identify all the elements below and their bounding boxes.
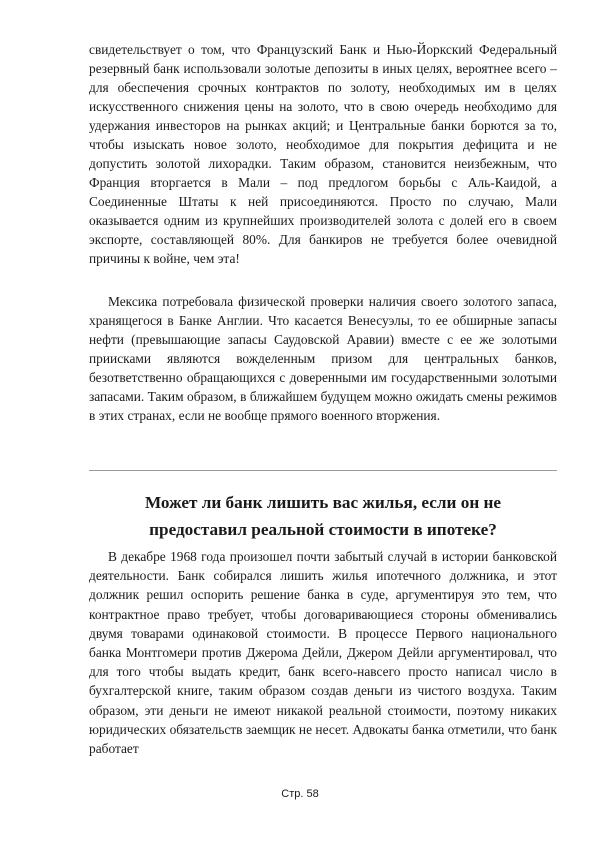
paragraph-mexico-venezuela: Мексика потребовала физической проверки наличия своего золотого запаса, хранящегося в Банке Англии. Что касается Венесуэлы, то ее обширные запасы нефти (превышающие запасы Саудовской Аравии) вместе с ее же золотыми приисками являются вожделенным призом для центральных банков, безответственно обращающихся с доверенными им государственными золотыми запасами. Таким образом, в ближайшем будущем можно ожидать смены режимов в этих странах, если не вообще прямого военного вторжения. <box>89 294 557 423</box>
paragraph-1968-case: В декабре 1968 года произошел почти забытый случай в истории банковской деятельности. Банк собирался лишить жилья ипотечного должника, и этот должник решил оспорить решение банка в суде, аргументируя это тем, что контрактное право требует, чтобы договаривающиеся стороны обменивались двумя товарами одинаковой стоимости. В процессе Первого национального банка Монтгомери против Джерома Дейли, Джером Дейли аргументировал, что для того чтобы выдать кредит, банк всего-навсего просто написал число в бухгалтерской книге, таким образом создав деньги из чистого воздуха. Таким образом, эти деньги не имеют никакой реальной стоимости, поэтому никаких юридических обязательств заемщик не несет. Адвокаты банка отметили, что банк работает <box>89 549 557 757</box>
section-divider <box>89 470 557 471</box>
page-number: Стр. 58 <box>281 788 319 800</box>
section-heading <box>89 489 557 543</box>
section-heading-line-2: предоставил реальной стоимости в ипотеке? <box>149 520 497 539</box>
paragraph-gold-deposits: свидетельствует о том, что Французский Банк и Нью-Йоркский Федеральный резервный банк использовали золотые депозиты в иных целях, вероятнее всего – для обеспечения срочных контрактов по золоту, необходимых им в целях искусственного снижения цены на золото, что в свою очередь необходимо для удержания инвесторов на рынках акций; и Центральные банки борются за то, чтобы изыскать новое золото, необходимое для покрытия дефицита и не допустить золотой лихорадки. Таким образом, становится неизбежным, что Франция вторгается в Мали – под предлогом борьбы с Аль-Каидой, а Соединенные Штаты к ней присоединяются. Просто по случаю, Мали оказывается одним из крупнейших производителей золота с долей его в своем экспорте, составляющей 80%. Для банкиров не требуется более очевидной причины к войне, чем эта! <box>89 42 557 266</box>
section-heading-line-1: Может ли банк лишить вас жилья, если он не <box>144 493 502 512</box>
